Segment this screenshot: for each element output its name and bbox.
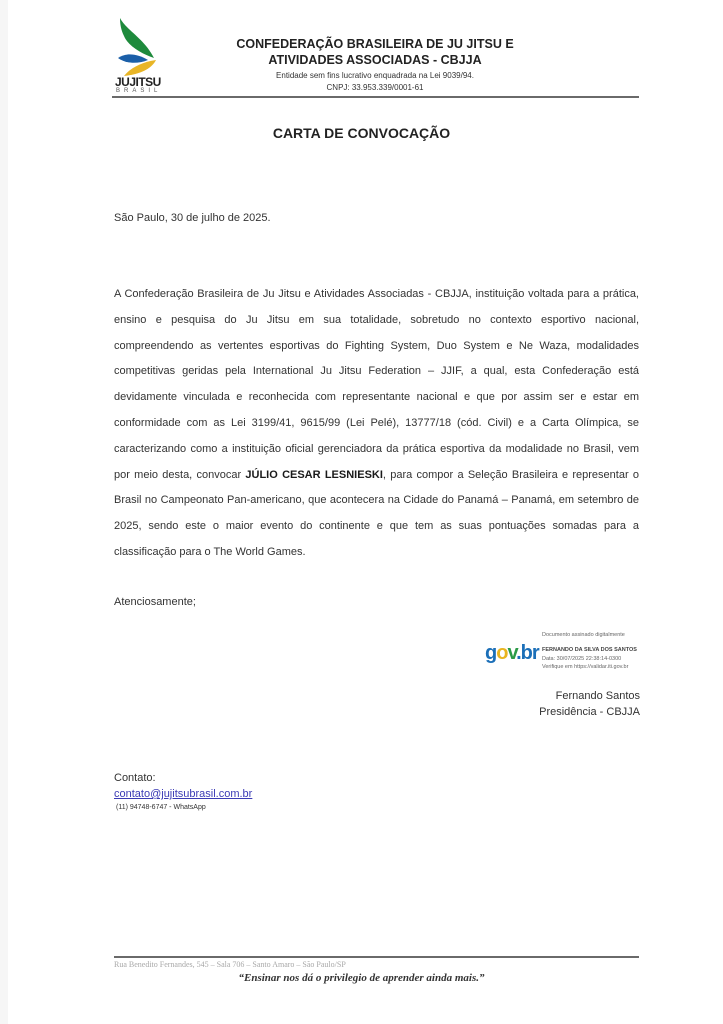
letter-body [114, 282, 639, 566]
logo-wordmark: JUJITSU [115, 75, 161, 89]
govbr-letter: r [531, 642, 539, 664]
org-cnpj: CNPJ: 33.953.339/0001-61 [326, 83, 424, 92]
body-text-part1: A Confederação Brasileira de Ju Jitsu e Atividades Associadas - CBJJA, instituição voltada para a prática, ensino e pesquisa do Ju Jitsu em sua totalidade, sobretudo no contexto esportivo nacional, compreendendo as vertentes esportivas do Fighting System, Duo System e Ne Waza, modalidades competitivas geridas pela International Ju Jitsu Federation – JJIF, a qual, esta Confederação está devidamente vinculada e reconhecida com representante nacional e que por assim ser e estar em conformidade com as Lei 3199/41, 9615/99 (Lei Pelé), 13777/18 (cód. Civil) e a Carta Olímpica, se caracterizando como a instituição oficial gerenciadora da prática esportiva da modalidade no Brasil, vem por meio desta, convocar [114, 288, 639, 481]
org-title-line2: ATIVIDADES ASSOCIADAS - CBJJA [268, 53, 482, 67]
document-title: CARTA DE CONVOCAÇÃO [272, 125, 451, 141]
logo-subtitle: BRASIL [116, 88, 162, 94]
govbr-letter: o [496, 642, 508, 664]
org-subtitle [210, 70, 540, 94]
signature-name: FERNANDO DA SILVA DOS SANTOS [542, 647, 637, 653]
signer-name: Fernando Santos [555, 690, 640, 702]
org-title [210, 36, 540, 68]
contact-label: Contato: [114, 772, 156, 784]
org-legal-note: Entidade sem fins lucrativo enquadrada na Lei 9039/94. [276, 71, 474, 80]
athlete-name: JÚLIO CESAR LESNIESKI [245, 468, 383, 481]
signer-block [539, 688, 640, 720]
footer-motto: “Ensinar nos dá o privilegio de aprender ainda mais.” [238, 972, 485, 984]
signature-verify-url: Verifique em https://validar.iti.gov.br [542, 664, 629, 670]
signature-date: Data: 30/07/2025 22:38:14-0300 [542, 656, 622, 662]
govbr-letter: v [507, 642, 517, 664]
digital-signature-stamp [483, 630, 683, 674]
govbr-letter: . [516, 642, 521, 664]
govbr-logo-icon [485, 642, 539, 665]
govbr-letter: g [485, 642, 497, 664]
contact-email-link[interactable]: contato@jujitsubrasil.com.br [114, 788, 253, 800]
signature-header: Documento assinado digitalmente [542, 632, 625, 638]
footer-address: Rua Benedito Fernandes, 545 – Sala 706 – Santo Amaro – São Paulo/SP [114, 960, 346, 969]
org-title-line1: CONFEDERAÇÃO BRASILEIRA DE JU JITSU E [236, 37, 514, 51]
page-edge [0, 0, 8, 1024]
header-divider [112, 96, 639, 98]
contact-phone: (11) 94748-6747 - WhatsApp [116, 804, 206, 811]
govbr-letter: b [520, 642, 532, 664]
signer-role: Presidência - CBJJA [539, 706, 640, 718]
place-date: São Paulo, 30 de julho de 2025. [114, 212, 271, 224]
closing: Atenciosamente; [114, 596, 196, 608]
body-text-part2: , para compor a Seleção Brasileira e representar o Brasil no Campeonato Pan-americano, que acontecera na Cidade do Panamá – Panamá, em setembro de 2025, sendo este o maior evento do continente e que tem as suas pontuações somadas para a classificação para o The World Games. [114, 468, 639, 558]
footer-divider [114, 956, 639, 958]
